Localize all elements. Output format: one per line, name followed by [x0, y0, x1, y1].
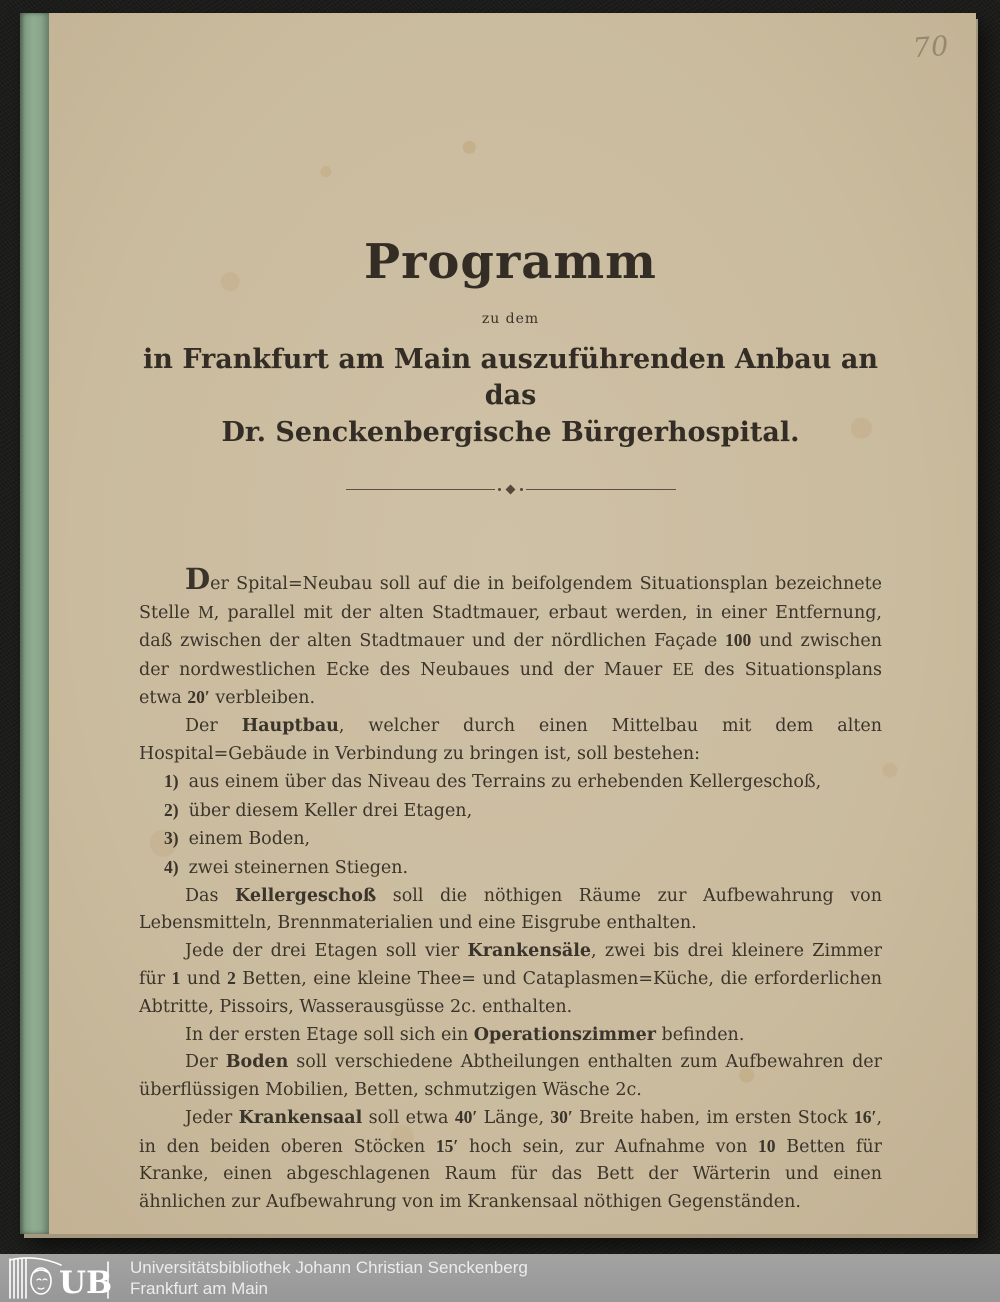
text-segment: 10 [758, 1135, 776, 1156]
list-item [164, 825, 882, 854]
text-segment: Kellergeschoß [235, 885, 377, 906]
document-title: Programm [364, 234, 657, 290]
text-segment: 100 [725, 630, 752, 651]
paragraph [139, 1022, 882, 1050]
divider-dot-right [520, 488, 523, 491]
text-segment: hoch sein, zur Aufnahme von [458, 1136, 759, 1157]
list-item [164, 797, 882, 826]
paragraph [139, 883, 882, 938]
text-segment: Krankensaal [238, 1108, 363, 1129]
text-segment: , zwei bis drei kleinere Zimmer für [139, 940, 882, 990]
text-segment: Operationszimmer [473, 1024, 656, 1045]
library-name-line2: Frankfurt am Main [130, 1279, 268, 1298]
text-segment: Boden [225, 1052, 289, 1073]
text-segment: Der [185, 1052, 226, 1073]
paragraph [139, 713, 882, 768]
text-segment: zwei steinernen Stiegen. [188, 857, 409, 878]
text-segment: , in den beiden oberen Stöcken [139, 1108, 883, 1157]
text-segment: Der [185, 715, 242, 736]
divider-line-right [526, 489, 676, 490]
text-segment: soll verschiedene Abtheilungen enthalten zum Aufbewahren der überflüssigen Mobilien, Betten, schmutzigen Wäsche 2c. [139, 1052, 882, 1100]
text-segment: soll die nöthigen Räume zur Aufbewahrung von Lebensmitteln, Brennmaterialien und eine Eisgrube enthalten. [139, 885, 882, 934]
text-segment: soll etwa [362, 1108, 455, 1129]
text-segment: Hauptbau [241, 715, 339, 736]
text-segment: 1 [171, 968, 181, 989]
text-segment: aus einem über das Niveau des Terrains zu erhebenden Kellergeschoß, [188, 772, 822, 793]
library-ub-logo-icon [7, 1256, 113, 1300]
library-name [130, 1257, 528, 1299]
list-item [164, 768, 882, 797]
text-segment: 2 [227, 968, 236, 989]
text-segment: er Spital=Neubau soll auf die in beifolgendem Situationsplan bezeichnete Stelle [139, 574, 882, 623]
list-item [164, 854, 882, 883]
text-segment: einem Boden, [188, 829, 311, 850]
text-segment: 15′ [435, 1135, 459, 1156]
text-segment: Jeder [185, 1108, 239, 1129]
divider-dot-left [498, 488, 501, 491]
text-segment: D [185, 562, 211, 596]
list-item-number: 4) [164, 856, 179, 877]
text-segment: Betten für Kranke, einen abgeschlagenen Raum für das Bett der Wärterin und einen ähnlichen zur Aufbewahrung von im Krankensaal nöthigen Gegenständen. [139, 1136, 882, 1213]
document-subtitle-line1: in Frankfurt am Main auszuführenden Anbau an das [143, 344, 878, 411]
text-segment: , parallel mit der alten Stadtmauer, erbaut werden, in einer Entfernung, daß zwischen der alten Stadtmauer und der nördlichen Façade [139, 602, 882, 652]
text-segment: des Situationsplans etwa [139, 659, 882, 709]
list-item-number: 2) [164, 799, 179, 820]
library-footer-bar [0, 1254, 1000, 1302]
text-segment: 30′ [550, 1107, 573, 1128]
paragraph [139, 1104, 882, 1216]
text-segment: , welcher durch einen Mittelbau mit dem alten Hospital=Gebäude in Verbindung zu bringen ist, soll bestehen: [139, 715, 882, 764]
text-segment: Krankensäle [467, 940, 591, 961]
document-body [139, 562, 883, 1217]
text-segment: In der ersten Etage soll sich ein [185, 1024, 474, 1045]
list-item-number: 3) [164, 828, 179, 849]
text-segment: 40′ [454, 1107, 478, 1128]
text-segment: und zwischen der nordwestlichen Ecke des Neubaues und der Mauer [139, 631, 882, 680]
document-pretitle: zu dem [481, 311, 540, 327]
text-segment: Das [185, 885, 235, 906]
text-segment: Länge, [477, 1108, 551, 1129]
text-segment: 16′ [854, 1107, 877, 1128]
handwritten-page-number: 70 [911, 30, 951, 65]
text-segment: Breite haben, im ersten Stock [572, 1108, 855, 1129]
text-segment: und [180, 969, 228, 990]
ornamental-divider [346, 484, 676, 495]
document-subtitle-line2: Dr. Senckenbergische Bürgerhospital. [221, 417, 800, 448]
text-segment: über diesem Keller drei Etagen, [188, 800, 473, 821]
printed-content [139, 13, 882, 1217]
paragraph [139, 1049, 882, 1104]
logo-ub-text: UB [59, 1265, 113, 1300]
scanned-page [20, 13, 976, 1234]
divider-line-left [346, 489, 496, 490]
paragraph [139, 562, 882, 713]
book-binding-edge [20, 13, 49, 1234]
text-segment: verbleiben. [209, 688, 316, 709]
library-name-line1: Universitätsbibliothek Johann Christian Senckenberg [130, 1258, 528, 1277]
text-segment: EE [672, 658, 694, 679]
text-segment: Betten, eine kleine Thee= und Cataplasmen=Küche, die erforderlichen Abtritte, Pissoirs, Wasserausgüsse 2c. enthalten. [139, 969, 883, 1017]
paragraph [139, 938, 882, 1022]
text-segment: 20′ [187, 687, 210, 708]
text-segment: befinden. [655, 1024, 745, 1045]
text-segment: Jede der drei Etagen soll vier [185, 940, 468, 961]
list-item-number: 1) [164, 771, 179, 792]
divider-diamond-icon [506, 485, 516, 495]
text-segment: M [198, 601, 214, 622]
